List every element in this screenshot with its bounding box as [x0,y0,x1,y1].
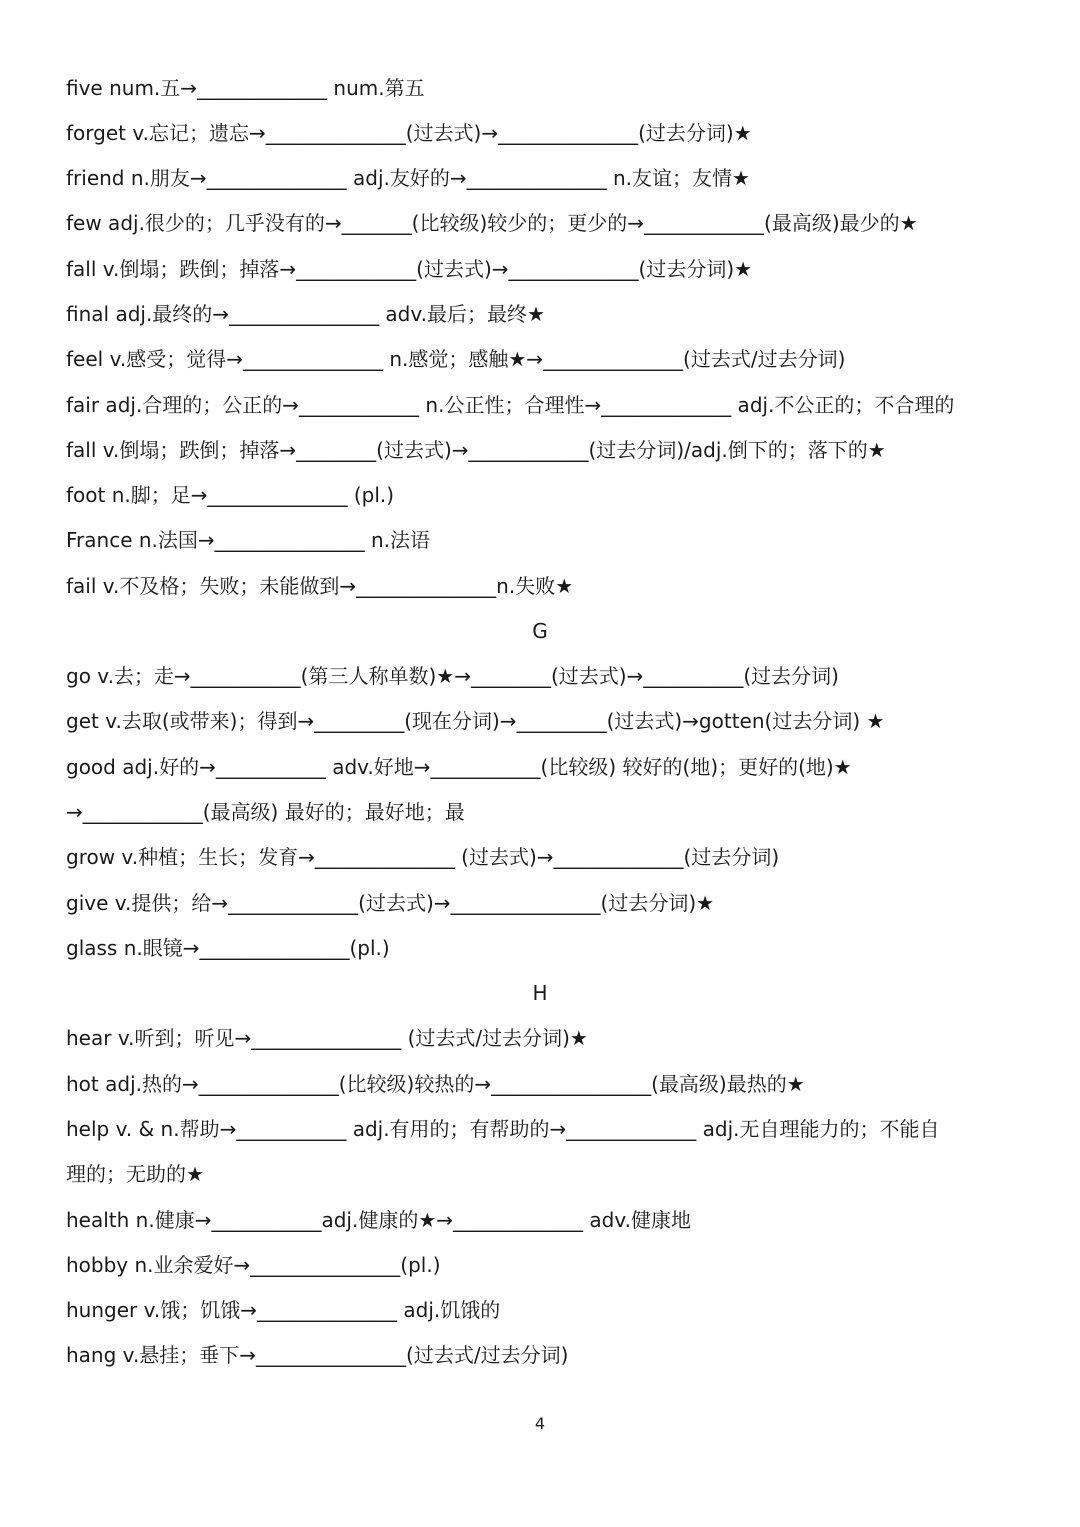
vocab-line-five: five num.五→_____________ num.第五 [66,76,425,100]
vocab-line-france: France n.法国→_______________ n.法语 [66,528,431,552]
vocab-line-fall-2: fall v.倒塌；跌倒；掉落→________(过去式)→____________(过去分词)/adj.倒下的；落下的★ [66,438,886,462]
vocab-line-get: get v.去取(或带来)；得到→_________(现在分词)→_________(过去式)→gotten(过去分词) ★ [66,709,885,733]
vocab-line-help: help v. & n.帮助→___________ adj.有用的；有帮助的→_____________ adj.无自理能力的；不能自 [66,1117,940,1141]
vocab-line-hobby: hobby n.业余爱好→_______________(pl.) [66,1253,441,1277]
vocab-line-friend: friend n.朋友→______________ adj.友好的→______________ n.友谊；友情★ [66,166,750,190]
vocab-line-hot: hot adj.热的→______________(比较级)较热的→________________(最高级)最热的★ [66,1072,805,1096]
vocab-line-fail: fail v.不及格；失败；未能做到→______________n.失败★ [66,574,574,598]
vocab-line-few: few adj.很少的；几乎没有的→_______(比较级)较少的；更少的→____________(最高级)最少的★ [66,211,918,235]
vocab-line-hear: hear v.听到；听见→_______________ (过去式/过去分词)★ [66,1026,588,1050]
section-heading-h: H [532,981,548,1005]
vocab-line-final: final adj.最终的→_______________ adv.最后；最终★ [66,302,545,326]
vocab-line-foot: foot n.脚；足→______________ (pl.) [66,483,395,507]
vocab-line-grow: grow v.种植；生长；发育→______________ (过去式)→_____________(过去分词) [66,845,780,869]
vocab-line-good: good adj.好的→___________ adv.好地→___________(比较级) 较好的(地)；更好的(地)★ [66,755,852,779]
vocab-line-feel: feel v.感受；觉得→______________ n.感觉；感触★→______________(过去式/过去分词) [66,347,846,371]
vocab-line-fair: fair adj.合理的；公正的→____________ n.公正性；合理性→_____________ adj.不公正的；不合理的 [66,393,955,417]
section-heading-g: G [532,619,548,643]
vocab-line-hunger: hunger v.饿；饥饿→______________ adj.饥饿的 [66,1298,501,1322]
page-number: 4 [534,1414,546,1433]
vocab-line-health: health n.健康→___________adj.健康的★→_____________ adv.健康地 [66,1208,691,1232]
vocab-line-forget: forget v.忘记；遗忘→______________(过去式)→______________(过去分词)★ [66,121,752,145]
vocab-line-fall: fall v.倒塌；跌倒；掉落→____________(过去式)→_____________(过去分词)★ [66,257,753,281]
vocab-line-give: give v.提供；给→_____________(过去式)→_______________(过去分词)★ [66,891,715,915]
vocab-line-help-cont: 理的；无助的★ [66,1162,204,1186]
vocab-line-go: go v.去；走→___________(第三人称单数)★→________(过去式)→__________(过去分词) [66,664,839,688]
vocab-line-glass: glass n.眼镜→_______________(pl.) [66,936,390,960]
vocab-line-hang: hang v.悬挂；垂下→_______________(过去式/过去分词) [66,1343,569,1367]
vocab-line-good-cont: →____________(最高级) 最好的；最好地；最 [66,800,465,824]
